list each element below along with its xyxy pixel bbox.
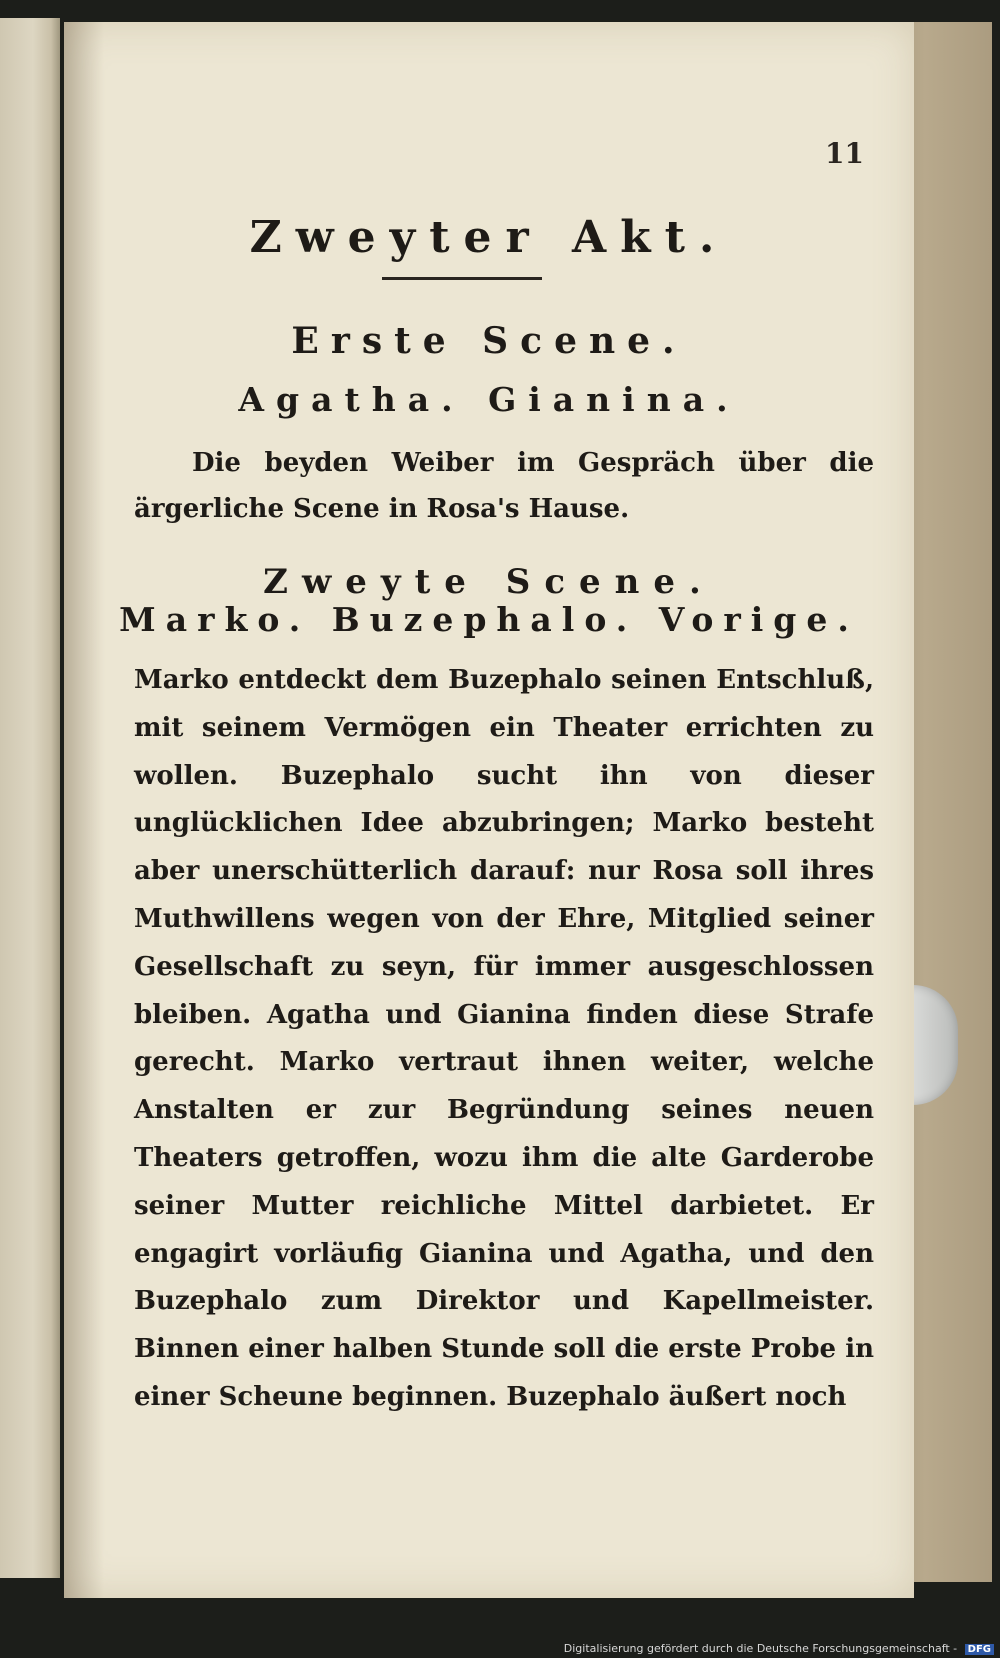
act-title: Zweyter Akt. — [249, 212, 729, 263]
footer-text: Digitalisierung gefördert durch die Deutsche Forschungsgemeinschaft - — [563, 1642, 958, 1655]
left-page-edge — [0, 18, 60, 1578]
scene1-heading: Erste Scene. — [291, 320, 687, 362]
footer — [564, 1642, 994, 1655]
scene2-heading: Zweyte Scene. — [263, 562, 715, 602]
scene2-characters: Marko. Buzephalo. Vorige. — [119, 600, 859, 639]
page-number: 11 — [825, 137, 864, 170]
scene1-characters: Agatha. Gianina. — [238, 380, 740, 419]
dfg-logo: DFG — [965, 1644, 994, 1655]
scene1-text: Die beyden Weiber im Gespräch über die ärgerliche Scene in Rosa's Hause. — [134, 448, 874, 524]
book-page — [64, 22, 914, 1598]
scene2-text: Marko entdeckt dem Buzephalo seinen Entschluß, mit seinem Vermögen ein Theater errichten zu wollen. Buzephalo sucht ihn von dieser unglücklichen Idee abzubringen; Marko besteht aber unerschütterlich darauf: nur Rosa soll ihres Muthwillens wegen von der Ehre, Mitglied seiner Gesellschaft zu seyn, für immer ausgeschlossen bleiben. Agatha und Gianina finden diese Strafe gerecht. Marko vertraut ihnen weiter, welche Anstalten er zur Begründung seines neuen Theaters getroffen, wozu ihm die alte Garderobe seiner Mutter reichliche Mittel darbietet. Er engagirt vorläufig Gianina und Agatha, und den Buzephalo zum Direktor und Kapellmeister. Binnen einer halben Stunde soll die erste Probe in einer Scheune beginnen. Buzephalo äußert noch — [134, 665, 874, 1412]
title-divider — [382, 277, 542, 280]
